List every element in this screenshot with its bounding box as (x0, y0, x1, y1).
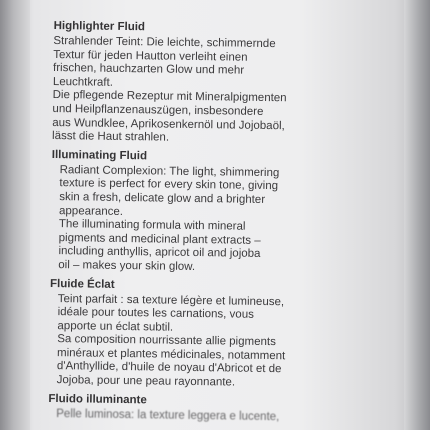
text-line: idéale pour toutes les carnations, vous (57, 306, 254, 321)
printed-text-panel (48, 0, 404, 430)
text-line: Sa composition nourrissante allie pigments (57, 333, 276, 349)
box-left-edge (0, 0, 30, 430)
heading-french: Fluide Éclat (49, 277, 115, 291)
text-line: including anthyllis, apricot oil and jojoba (58, 245, 261, 261)
text-line: appearance. (58, 204, 124, 218)
text-line: Jojoba, pour une peau rayonnante. (56, 374, 236, 389)
text-line: Die pflegende Rezeptur mit Mineralpigmenten (52, 89, 287, 105)
section-english (50, 148, 402, 278)
heading-german: Highlighter Fluid (53, 19, 146, 34)
text-line: texture is perfect for every skin tone, giving (59, 177, 279, 193)
section-french (49, 276, 401, 392)
box-right-edge (404, 0, 430, 430)
text-line: und Heilpflanzenauszügen, insbesondere (52, 102, 264, 118)
text-line: frischen, hauchzarten Glow und mehr (52, 62, 245, 77)
section-italian (48, 392, 398, 426)
text-line: skin a fresh, delicate glow and a brighter (59, 191, 266, 206)
section-german (52, 19, 404, 149)
text-line: oil – makes your skin glow. (58, 258, 196, 273)
text-line: Pelle luminosa: la texture leggera e lucente, (56, 407, 280, 423)
text-line: aus Wundklee, Aprikosenkernöl und Jojobaöl, (52, 116, 285, 132)
heading-italian: Fluido illuminante (48, 392, 147, 406)
text-line: Radiant Complexion: The light, shimmering (59, 163, 280, 179)
text-line: Strahlender Teint: Die leichte, schimmernde (53, 34, 276, 51)
text-line: d'Anthyllide, d'huile de noyau d'Abricot et de (56, 360, 282, 376)
text-line: Teint parfait : sa texture légère et lumineuse, (57, 292, 285, 308)
text-line: minéraux et plantes médicinales, notamment (56, 346, 286, 363)
text-line: Textur für jeden Hautton verleiht einen (53, 48, 248, 64)
text-line: lässt die Haut strahlen. (52, 130, 170, 144)
text-line: The illuminating formula with mineral (58, 218, 246, 233)
heading-english: Illuminating Fluid (51, 148, 148, 163)
text-line: pigments and medicinal plant extracts – (58, 231, 261, 247)
text-line: apporte un éclat subtil. (57, 319, 174, 334)
text-line: Leuchtkraft. (52, 75, 114, 89)
